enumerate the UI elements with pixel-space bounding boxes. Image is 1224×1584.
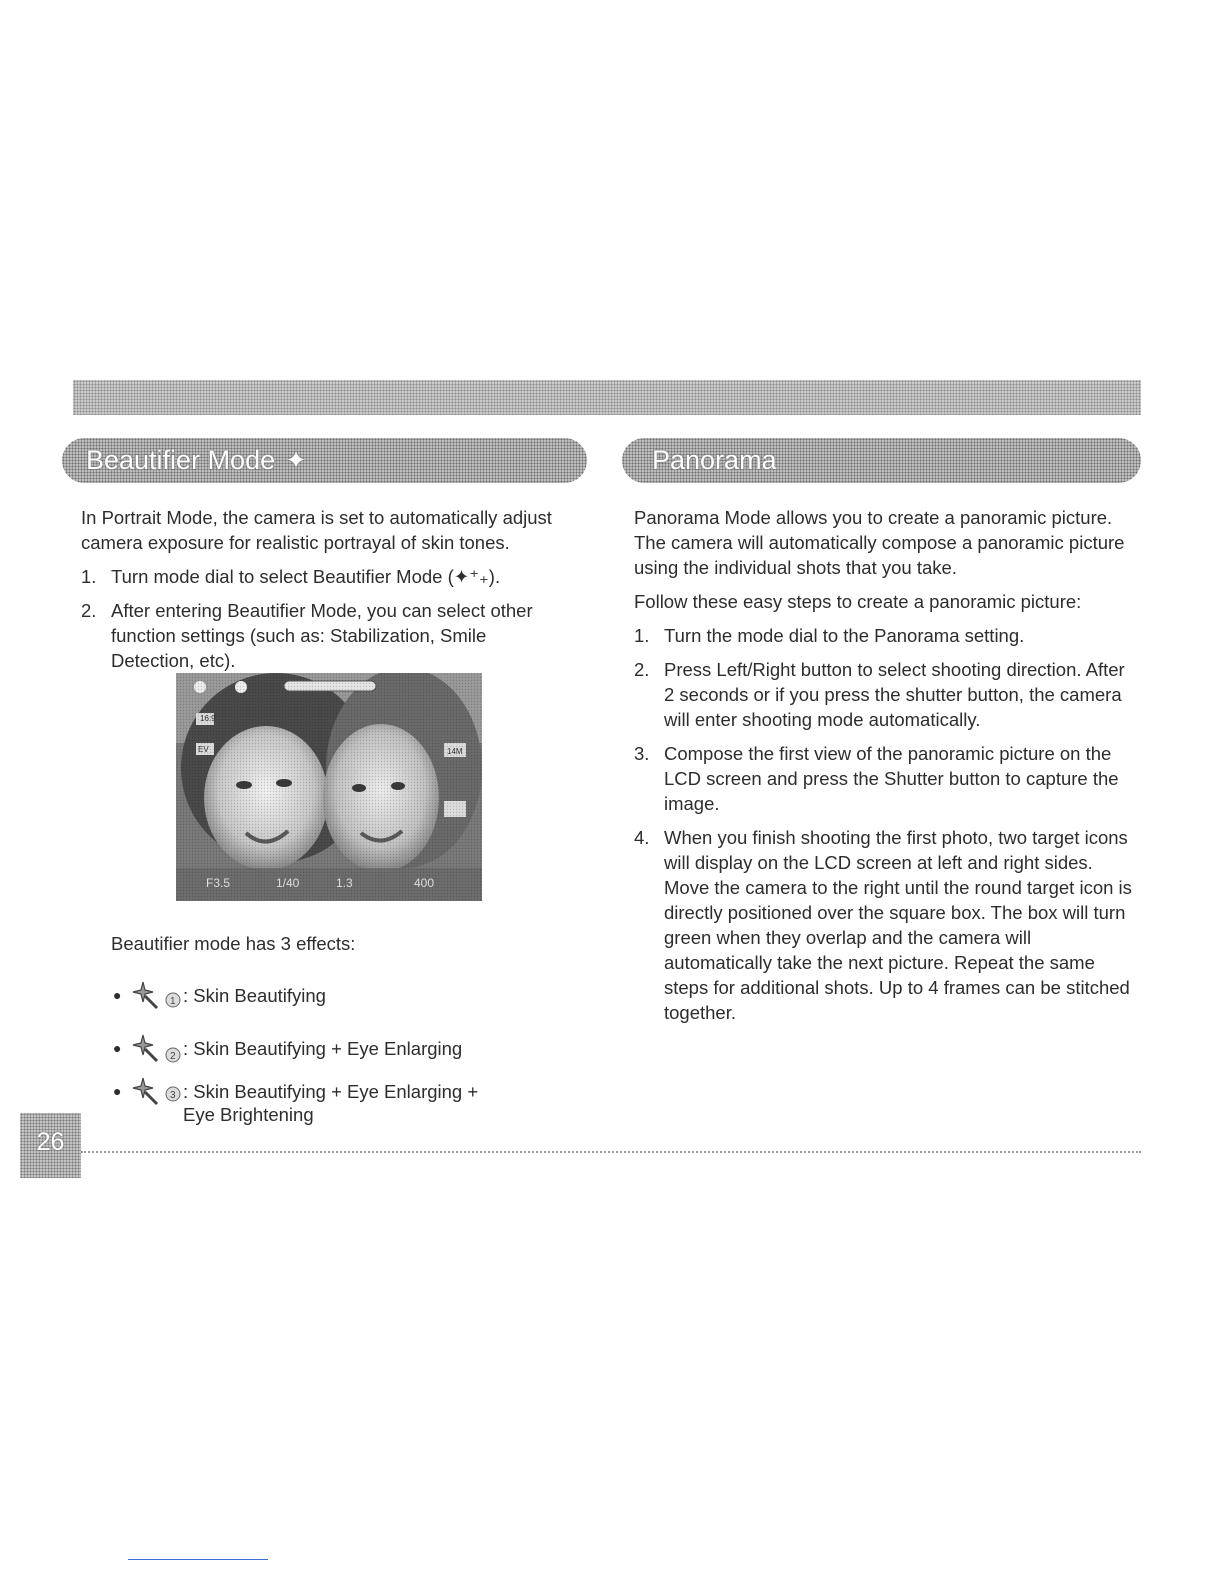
panorama-intro: Panorama Mode allows you to create a panoramic picture. The camera will automatically compose a panoramic picture using the individual shots that you take. bbox=[634, 507, 1125, 578]
step-text: After entering Beautifier Mode, you can select other function settings (such as: Stabilization, Smile Detection, etc). bbox=[111, 600, 533, 671]
list-item bbox=[634, 623, 1134, 648]
lcd-ev-value: 1.3 bbox=[336, 876, 353, 890]
step-number: 2. bbox=[634, 659, 650, 680]
panorama-column bbox=[634, 505, 1134, 1034]
skin-eye-enlarging-icon bbox=[123, 1029, 187, 1067]
lcd-preview-illustration bbox=[176, 673, 482, 901]
bullet-icon: ● bbox=[113, 1083, 122, 1099]
lcd-iso-label: 400 bbox=[414, 876, 435, 890]
effect-number: 1 bbox=[170, 996, 176, 1007]
bullet-icon: ● bbox=[113, 987, 122, 1003]
beautifier-heading-text: Beautifier Mode bbox=[86, 445, 276, 475]
beautifier-column bbox=[81, 505, 561, 682]
step-text: Turn the mode dial to the Panorama setting. bbox=[664, 625, 1025, 646]
header-band bbox=[73, 380, 1141, 415]
beautifier-sparkle-icon: ✦ bbox=[285, 445, 307, 475]
effect-label: : Skin Beautifying + Eye Enlarging bbox=[183, 1038, 463, 1059]
lcd-preview-photo bbox=[176, 673, 482, 901]
section-heading-beautifier bbox=[62, 438, 587, 483]
step-number: 1. bbox=[634, 625, 650, 646]
beautifier-intro: In Portrait Mode, the camera is set to automatically adjust camera exposure for realistic portrayal of skin tones. bbox=[81, 507, 552, 553]
panorama-heading-text: Panorama bbox=[652, 445, 777, 475]
section-heading-panorama bbox=[622, 438, 1141, 483]
lcd-resolution-label: 14M bbox=[447, 747, 463, 756]
effect-number: 3 bbox=[170, 1090, 176, 1101]
lcd-ev-label: EV bbox=[198, 745, 209, 754]
step-text: Compose the first view of the panoramic picture on the LCD screen and press the Shutter button to capture the image. bbox=[664, 743, 1119, 814]
beautifier-steps bbox=[81, 564, 561, 673]
step-number: 2. bbox=[81, 600, 97, 621]
page-number-tab bbox=[20, 1113, 81, 1178]
panorama-follow: Follow these easy steps to create a panoramic picture: bbox=[634, 591, 1082, 612]
bullet-icon: ● bbox=[113, 1040, 122, 1056]
step-text: Turn mode dial to select Beautifier Mode (✦⁺₊). bbox=[111, 566, 501, 587]
step-text: Press Left/Right button to select shooting direction. After 2 seconds or if you press the shutter button, the camera will enter shooting mode automatically. bbox=[664, 659, 1125, 730]
effects-intro: Beautifier mode has 3 effects: bbox=[111, 933, 356, 954]
footer-divider bbox=[81, 1151, 1141, 1153]
step-number: 3. bbox=[634, 743, 650, 764]
step-text: When you finish shooting the first photo, two target icons will display on the LCD screen at left and right sides. Move the camera to the right until the round target icon is directly positioned over the square box. The box will turn green when they overlap and the camera will automatically take the next picture. Repeat the same steps for additional shots. Up to 4 frames can be stitched together. bbox=[664, 827, 1132, 1023]
effect-label: : Skin Beautifying bbox=[183, 985, 326, 1006]
step-number: 1. bbox=[81, 566, 97, 587]
step-number: 4. bbox=[634, 827, 650, 848]
lcd-shutter-label: 1/40 bbox=[276, 876, 300, 890]
effect-label: : Skin Beautifying + Eye Enlarging + Eye Brightening bbox=[183, 1081, 479, 1125]
list-item bbox=[81, 564, 561, 589]
list-item bbox=[634, 825, 1134, 1025]
lcd-aspect-label: 16:9 bbox=[200, 714, 216, 723]
panorama-steps bbox=[634, 623, 1134, 1025]
list-item bbox=[634, 741, 1134, 816]
page-number: 26 bbox=[36, 1128, 65, 1156]
list-item bbox=[634, 657, 1134, 732]
list-item bbox=[81, 598, 561, 673]
skin-eye-brightening-icon bbox=[123, 1072, 187, 1110]
effect-number: 2 bbox=[170, 1051, 176, 1062]
lcd-aperture-label: F3.5 bbox=[206, 876, 231, 890]
skin-beautifying-icon bbox=[123, 976, 187, 1014]
footer-rule bbox=[128, 1559, 268, 1560]
